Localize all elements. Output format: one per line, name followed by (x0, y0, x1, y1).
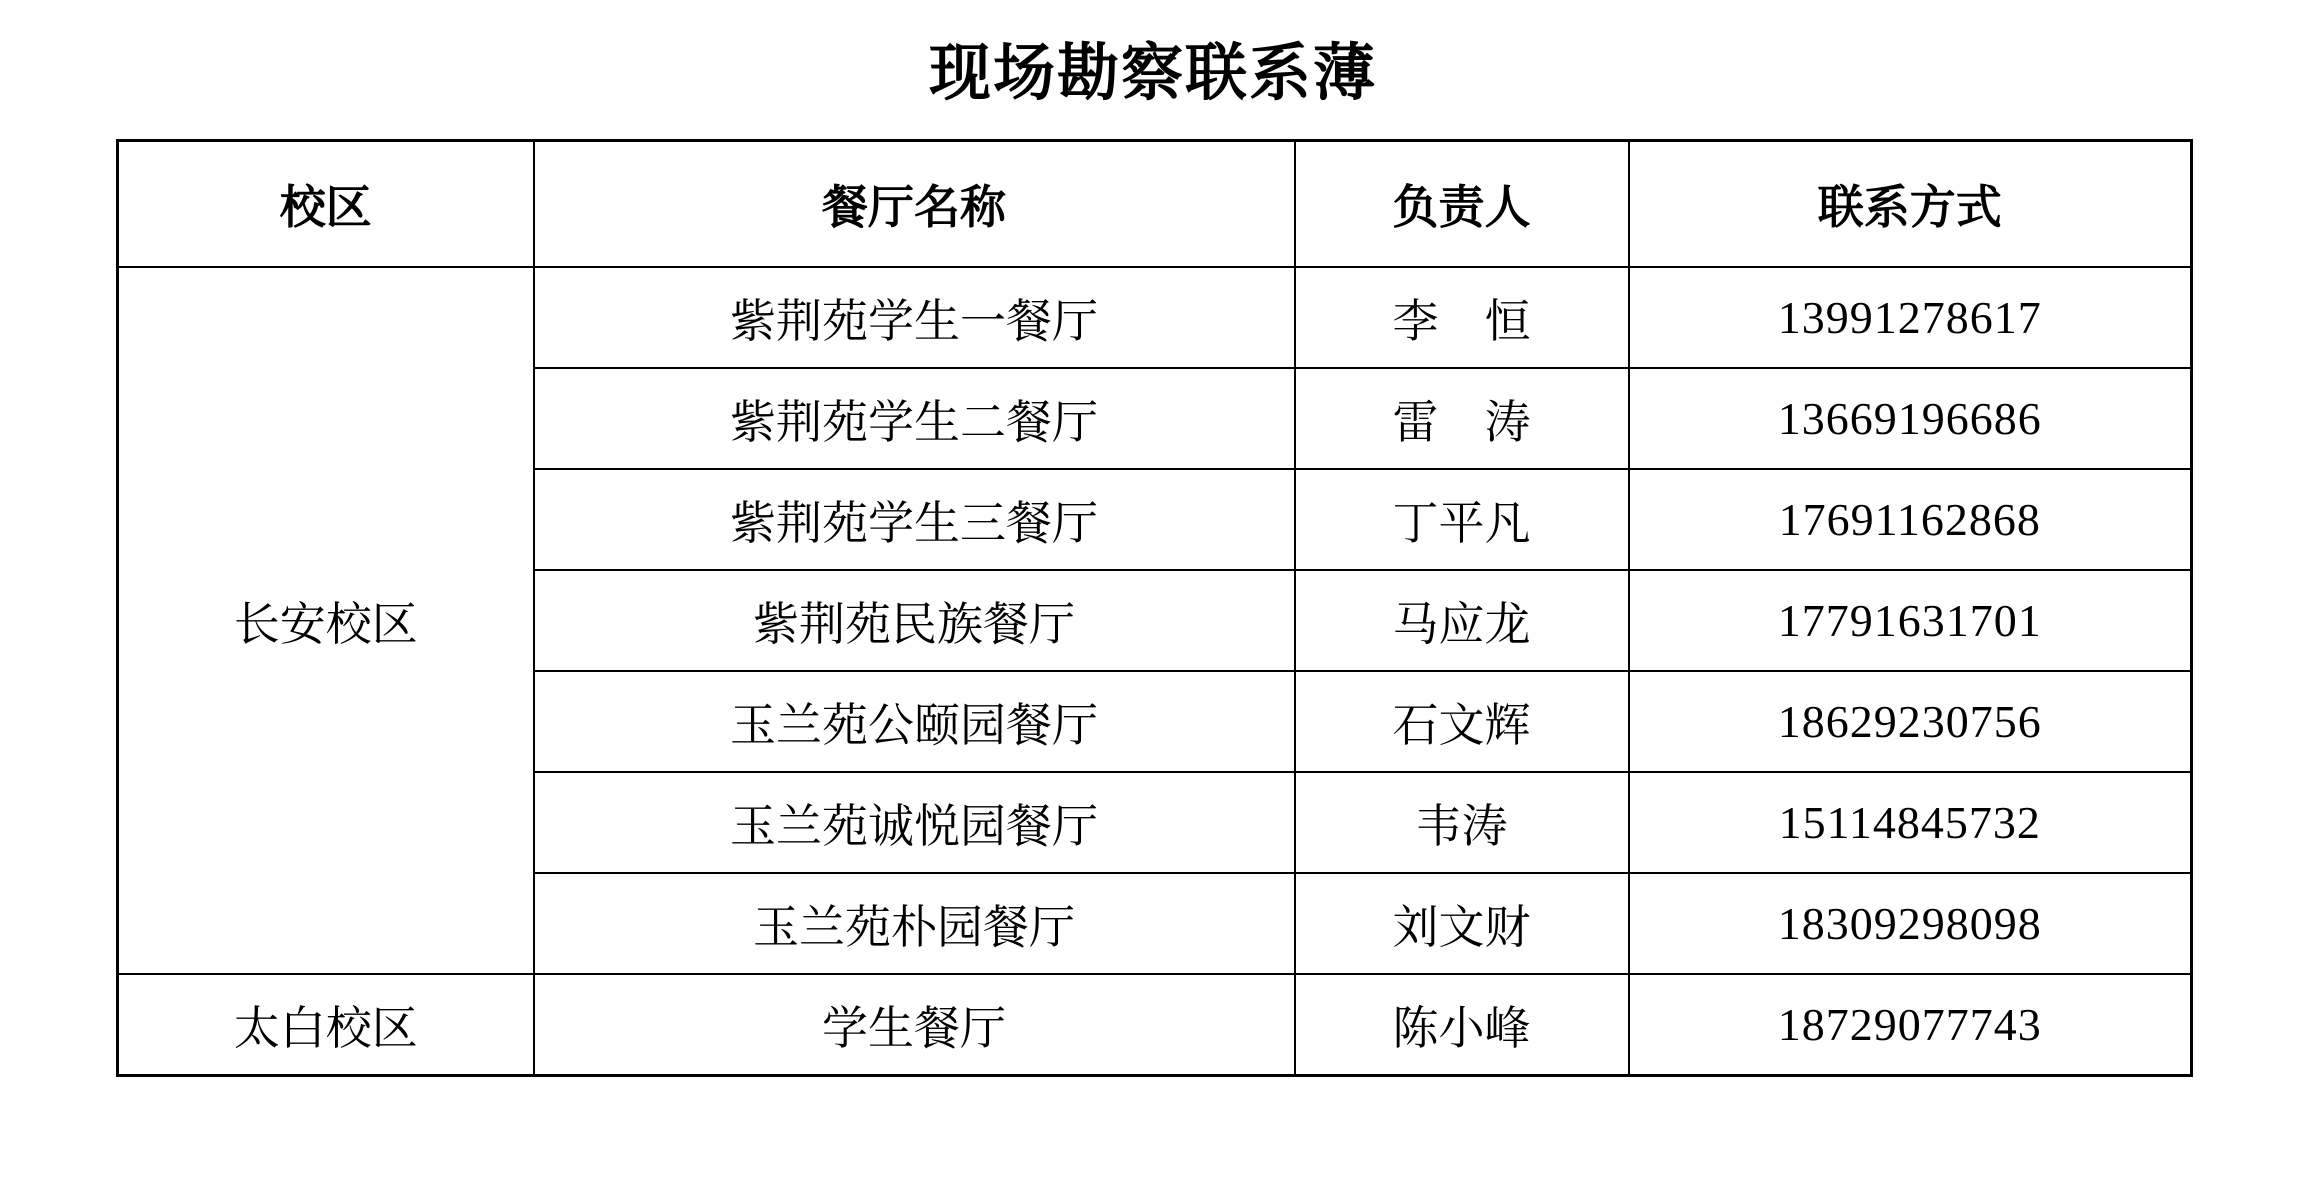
table-cell-restaurant: 紫荆苑学生一餐厅 (534, 267, 1295, 368)
column-header-manager: 负责人 (1295, 141, 1629, 268)
table-cell-phone: 13991278617 (1629, 267, 2192, 368)
table-cell-phone: 13669196686 (1629, 368, 2192, 469)
table-cell-phone: 18309298098 (1629, 873, 2192, 974)
table-cell-manager: 石文辉 (1295, 671, 1629, 772)
header-row (118, 141, 2192, 268)
table-cell-campus: 太白校区 (118, 974, 534, 1076)
table-cell-restaurant: 玉兰苑诚悦园餐厅 (534, 772, 1295, 873)
table-cell-manager: 韦涛 (1295, 772, 1629, 873)
table-cell-manager: 李 恒 (1295, 267, 1629, 368)
table-cell-phone: 18729077743 (1629, 974, 2192, 1076)
table-row (118, 974, 2192, 1076)
table-row (118, 267, 2192, 368)
table-cell-restaurant: 紫荆苑学生二餐厅 (534, 368, 1295, 469)
table-cell-restaurant: 紫荆苑学生三餐厅 (534, 469, 1295, 570)
table-cell-phone: 17791631701 (1629, 570, 2192, 671)
column-header-campus: 校区 (118, 141, 534, 268)
table-cell-restaurant: 玉兰苑公颐园餐厅 (534, 671, 1295, 772)
table-cell-phone: 15114845732 (1629, 772, 2192, 873)
table-cell-campus: 长安校区 (118, 267, 534, 974)
table-cell-manager: 雷 涛 (1295, 368, 1629, 469)
table-cell-manager: 刘文财 (1295, 873, 1629, 974)
table-cell-phone: 18629230756 (1629, 671, 2192, 772)
table-cell-manager: 陈小峰 (1295, 974, 1629, 1076)
table-cell-restaurant: 学生餐厅 (534, 974, 1295, 1076)
contact-table (116, 139, 2193, 1077)
table-cell-restaurant: 紫荆苑民族餐厅 (534, 570, 1295, 671)
table-cell-restaurant: 玉兰苑朴园餐厅 (534, 873, 1295, 974)
table-cell-phone: 17691162868 (1629, 469, 2192, 570)
table-cell-manager: 马应龙 (1295, 570, 1629, 671)
table-cell-manager: 丁平凡 (1295, 469, 1629, 570)
page-title: 现场勘察联系薄 (928, 40, 1377, 108)
column-header-restaurant: 餐厅名称 (534, 141, 1295, 268)
column-header-phone: 联系方式 (1629, 141, 2192, 268)
